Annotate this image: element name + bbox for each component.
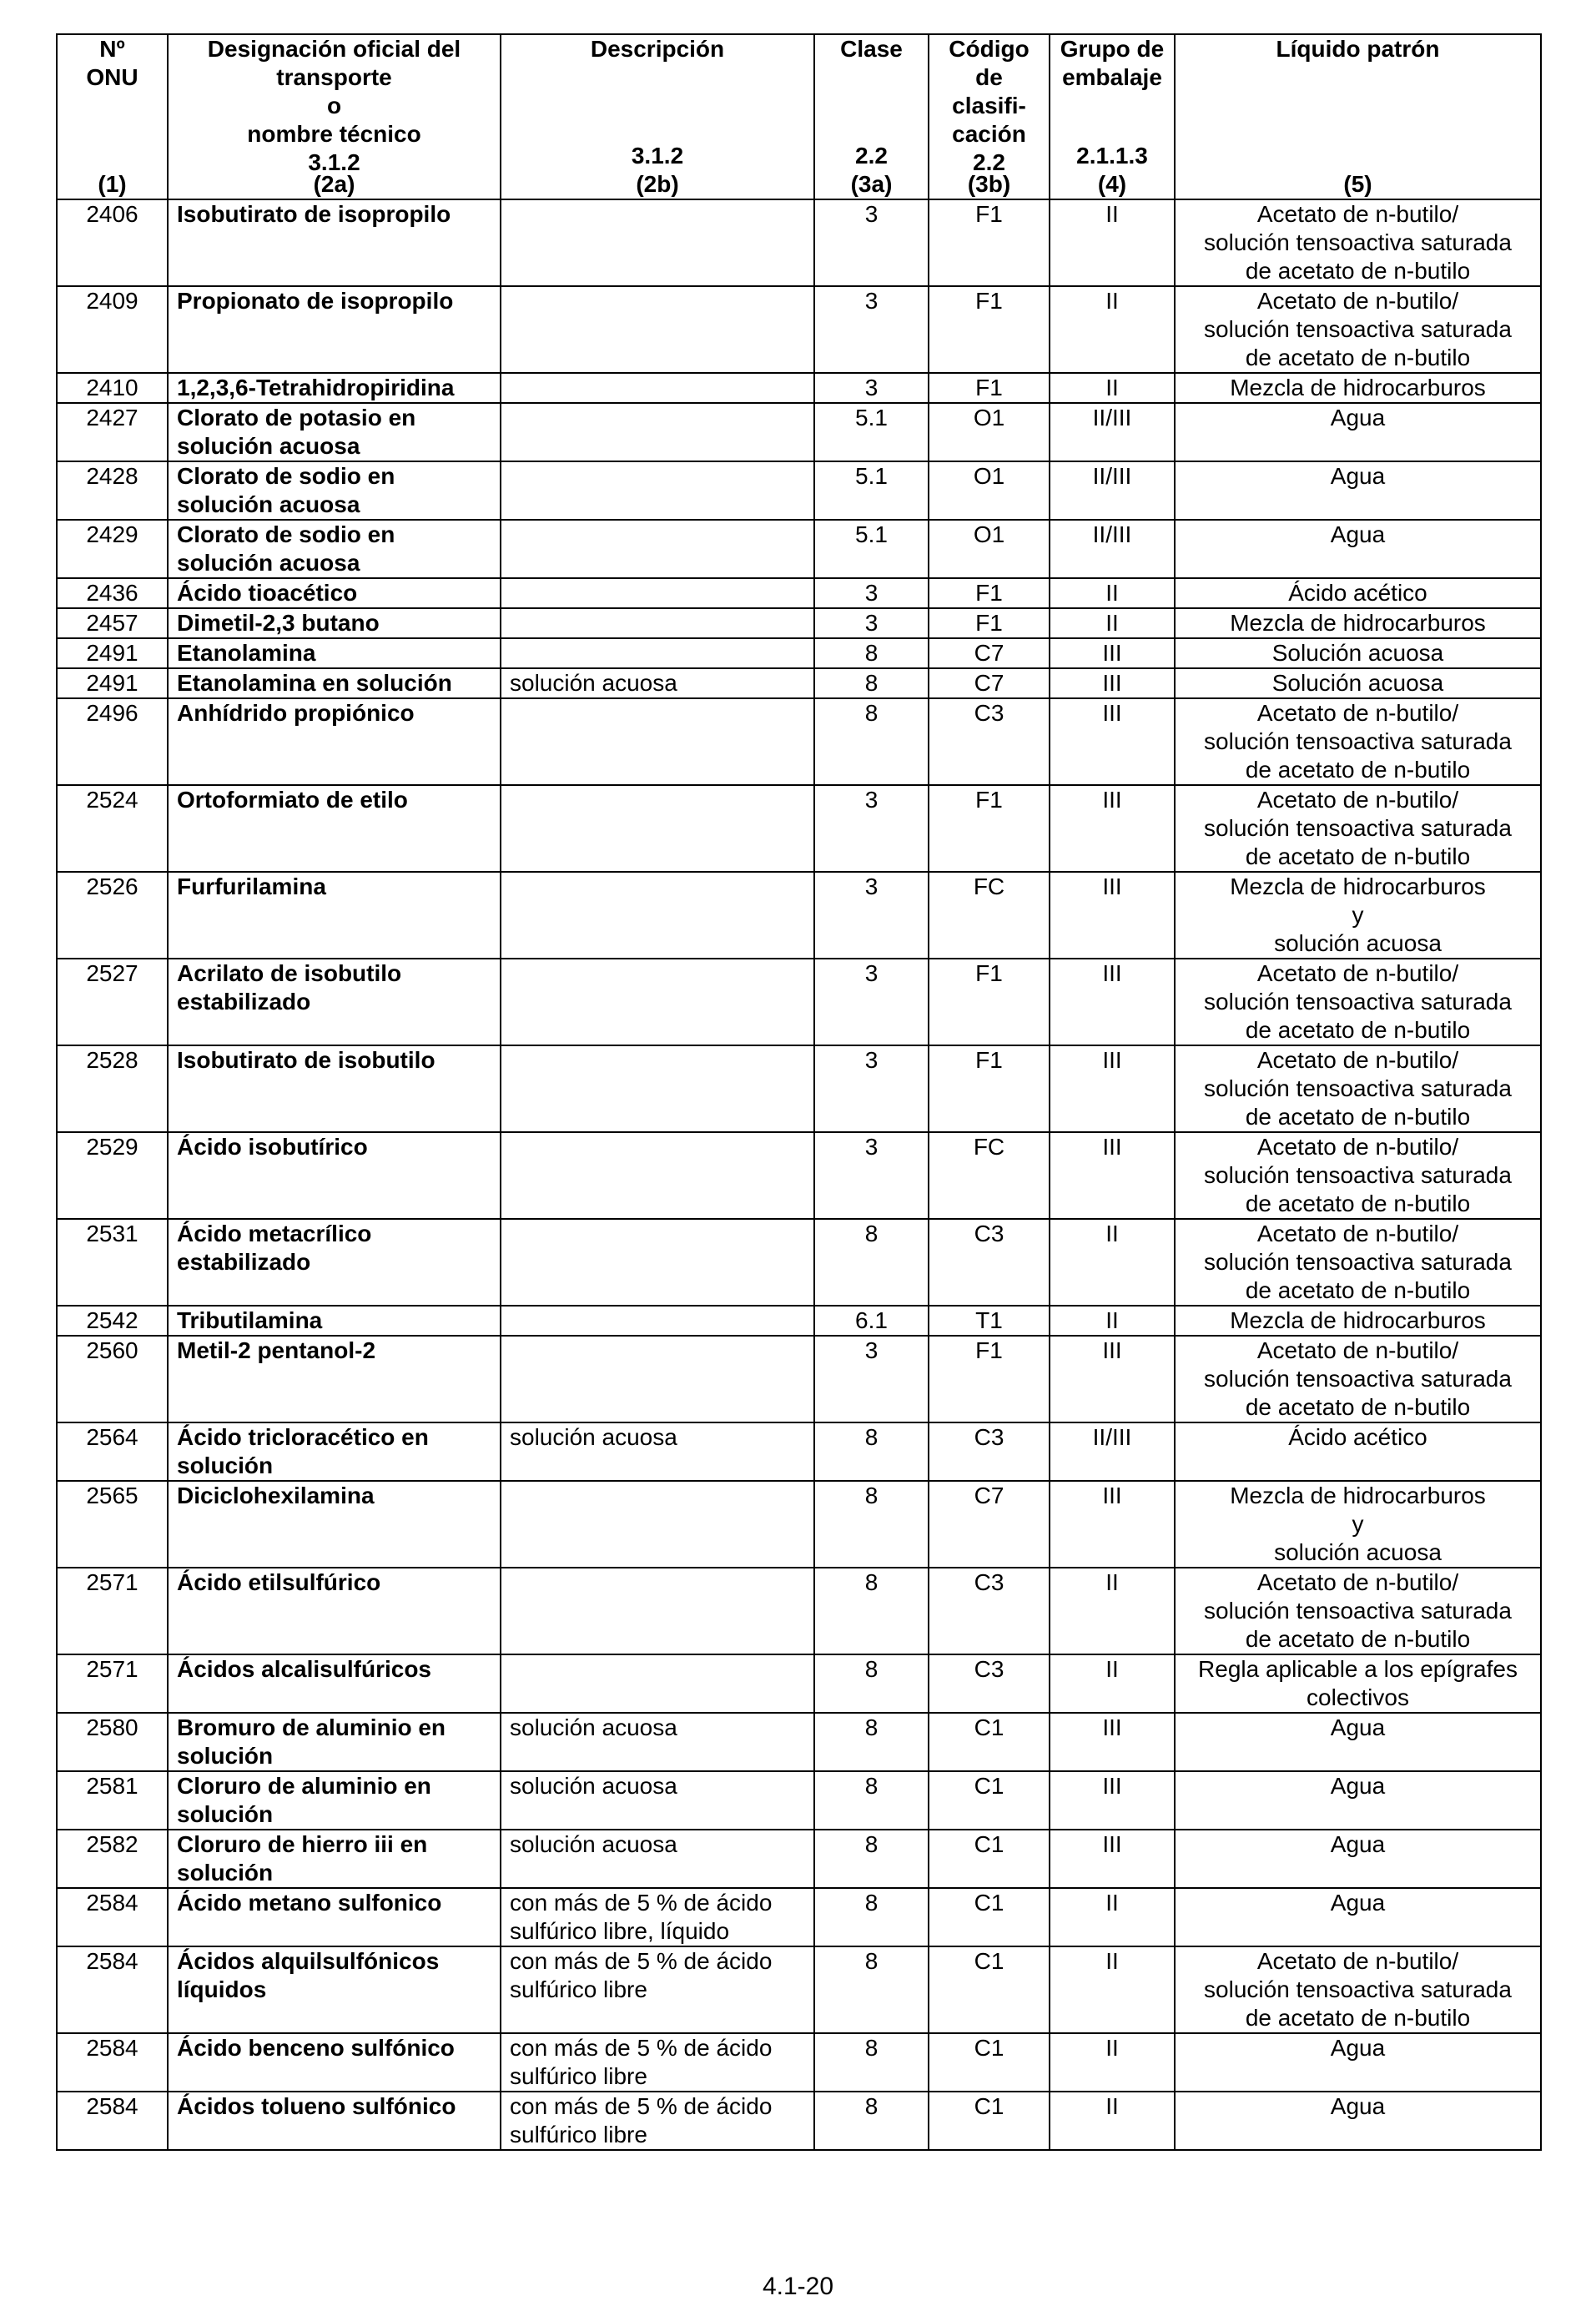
liquido-cell: Regla aplicable a los epígrafes colectivos (1175, 1654, 1541, 1713)
liquido-cell: Acetato de n-butilo/ solución tensoactiva saturada de acetato de n-butilo (1175, 785, 1541, 872)
description-cell (501, 286, 814, 373)
onu-cell: 2584 (57, 2033, 168, 2092)
grupo-cell: II (1050, 1568, 1175, 1654)
grupo-cell: III (1050, 1771, 1175, 1830)
table-row (57, 1946, 1541, 2033)
liquido-cell: Solución acuosa (1175, 668, 1541, 698)
grupo-cell: III (1050, 1481, 1175, 1568)
name-cell: Etanolamina (168, 638, 501, 668)
liquido-cell: Agua (1175, 2033, 1541, 2092)
onu-cell: 2428 (57, 461, 168, 520)
table-row (57, 199, 1541, 286)
table-row (57, 373, 1541, 403)
header-codigo (929, 34, 1050, 199)
grupo-cell: II (1050, 2033, 1175, 2092)
codigo-cell: C1 (929, 2033, 1050, 2092)
onu-cell: 2491 (57, 668, 168, 698)
liquido-cell: Acetato de n-butilo/ solución tensoactiva saturada de acetato de n-butilo (1175, 1946, 1541, 2033)
onu-cell: 2429 (57, 520, 168, 578)
description-cell: solución acuosa (501, 1830, 814, 1888)
clase-cell: 3 (814, 959, 929, 1045)
name-cell: Metil-2 pentanol-2 (168, 1336, 501, 1422)
header-grupo-title: Grupo de embalaje (1060, 36, 1165, 90)
clase-cell: 5.1 (814, 520, 929, 578)
name-cell: Ácidos alcalisulfúricos (168, 1654, 501, 1713)
clase-cell: 8 (814, 1654, 929, 1713)
liquido-cell: Acetato de n-butilo/ solución tensoactiva saturada de acetato de n-butilo (1175, 1045, 1541, 1132)
name-cell: Ácido metacrílico estabilizado (168, 1219, 501, 1306)
description-cell (501, 1568, 814, 1654)
table-row (57, 1045, 1541, 1132)
clase-cell: 8 (814, 668, 929, 698)
name-cell: Acrilato de isobutilo estabilizado (168, 959, 501, 1045)
description-cell (501, 520, 814, 578)
description-cell (501, 638, 814, 668)
description-cell (501, 461, 814, 520)
name-cell: Propionato de isopropilo (168, 286, 501, 373)
codigo-cell: C7 (929, 638, 1050, 668)
codigo-cell: F1 (929, 959, 1050, 1045)
codigo-cell: F1 (929, 608, 1050, 638)
grupo-cell: III (1050, 698, 1175, 785)
grupo-cell: II (1050, 578, 1175, 608)
description-cell (501, 373, 814, 403)
table-row (57, 578, 1541, 608)
codigo-cell: C1 (929, 1888, 1050, 1946)
onu-cell: 2457 (57, 608, 168, 638)
table-row (57, 1568, 1541, 1654)
name-cell: Ácidos alquilsulfónicos líquidos (168, 1946, 501, 2033)
name-cell: Ácido tricloracético en solución (168, 1422, 501, 1481)
description-cell: solución acuosa (501, 1771, 814, 1830)
table-row (57, 1132, 1541, 1219)
codigo-cell: O1 (929, 461, 1050, 520)
codigo-cell: F1 (929, 286, 1050, 373)
table-row (57, 1713, 1541, 1771)
name-cell: Clorato de sodio en solución acuosa (168, 461, 501, 520)
codigo-cell: O1 (929, 403, 1050, 461)
name-cell: Ácido metano sulfonico (168, 1888, 501, 1946)
page-number: 4.1-20 (762, 2273, 834, 2300)
liquido-cell: Mezcla de hidrocarburos (1175, 608, 1541, 638)
description-cell: solución acuosa (501, 1713, 814, 1771)
clase-cell: 8 (814, 1481, 929, 1568)
liquido-cell: Mezcla de hidrocarburos y solución acuosa (1175, 1481, 1541, 1568)
liquido-cell: Agua (1175, 1830, 1541, 1888)
description-cell (501, 785, 814, 872)
table-row (57, 1336, 1541, 1422)
grupo-cell: II (1050, 1654, 1175, 1713)
onu-cell: 2410 (57, 373, 168, 403)
onu-cell: 2526 (57, 872, 168, 959)
name-cell: Anhídrido propiónico (168, 698, 501, 785)
grupo-cell: III (1050, 668, 1175, 698)
table-header (57, 34, 1541, 199)
liquido-cell: Acetato de n-butilo/ solución tensoactiva saturada de acetato de n-butilo (1175, 698, 1541, 785)
header-onu (57, 34, 168, 199)
name-cell: Clorato de potasio en solución acuosa (168, 403, 501, 461)
codigo-cell: FC (929, 1132, 1050, 1219)
liquido-cell: Mezcla de hidrocarburos (1175, 373, 1541, 403)
codigo-cell: F1 (929, 1336, 1050, 1422)
onu-cell: 2581 (57, 1771, 168, 1830)
header-codigo-title: Código de clasifi- cación 2.2 (949, 36, 1030, 175)
header-clase-ref: (3a) (850, 171, 893, 197)
onu-cell: 2564 (57, 1422, 168, 1481)
table-row (57, 461, 1541, 520)
grupo-cell: II (1050, 1219, 1175, 1306)
header-grupo-ref: (4) (1097, 171, 1127, 197)
name-cell: Diciclohexilamina (168, 1481, 501, 1568)
table-row (57, 1654, 1541, 1713)
liquido-cell: Mezcla de hidrocarburos (1175, 1306, 1541, 1336)
clase-cell: 3 (814, 373, 929, 403)
codigo-cell: C1 (929, 1946, 1050, 2033)
clase-cell: 3 (814, 1045, 929, 1132)
liquido-cell: Acetato de n-butilo/ solución tensoactiva saturada de acetato de n-butilo (1175, 1568, 1541, 1654)
clase-cell: 8 (814, 1771, 929, 1830)
table-row (57, 2033, 1541, 2092)
grupo-cell: III (1050, 1132, 1175, 1219)
clase-cell: 5.1 (814, 403, 929, 461)
description-cell: con más de 5 % de ácido sulfúrico libre, líquido (501, 1888, 814, 1946)
clase-cell: 5.1 (814, 461, 929, 520)
table-row (57, 1219, 1541, 1306)
onu-cell: 2531 (57, 1219, 168, 1306)
onu-cell: 2524 (57, 785, 168, 872)
name-cell: Ácido benceno sulfónico (168, 2033, 501, 2092)
clase-cell: 3 (814, 608, 929, 638)
codigo-cell: C3 (929, 698, 1050, 785)
clase-cell: 8 (814, 2092, 929, 2150)
grupo-cell: III (1050, 1336, 1175, 1422)
grupo-cell: II/III (1050, 403, 1175, 461)
clase-cell: 8 (814, 698, 929, 785)
clase-cell: 3 (814, 872, 929, 959)
liquido-cell: Acetato de n-butilo/ solución tensoactiva saturada de acetato de n-butilo (1175, 286, 1541, 373)
codigo-cell: O1 (929, 520, 1050, 578)
onu-cell: 2529 (57, 1132, 168, 1219)
grupo-cell: III (1050, 1713, 1175, 1771)
header-liquido-title: Líquido patrón (1276, 36, 1440, 62)
liquido-cell: Acetato de n-butilo/ solución tensoactiva saturada de acetato de n-butilo (1175, 199, 1541, 286)
grupo-cell: III (1050, 959, 1175, 1045)
header-descripcion (501, 34, 814, 199)
clase-cell: 8 (814, 1422, 929, 1481)
onu-cell: 2584 (57, 1888, 168, 1946)
description-cell (501, 1045, 814, 1132)
onu-cell: 2571 (57, 1654, 168, 1713)
codigo-cell: C1 (929, 1713, 1050, 1771)
name-cell: Furfurilamina (168, 872, 501, 959)
codigo-cell: C7 (929, 1481, 1050, 1568)
grupo-cell: II (1050, 286, 1175, 373)
codigo-cell: C1 (929, 2092, 1050, 2150)
description-cell (501, 1306, 814, 1336)
header-codigo-ref: (3b) (967, 171, 1011, 197)
grupo-cell: II/III (1050, 461, 1175, 520)
description-cell: con más de 5 % de ácido sulfúrico libre (501, 2092, 814, 2150)
grupo-cell: III (1050, 638, 1175, 668)
header-grupo-sub: 2.1.1.3 (1076, 143, 1148, 169)
table-row (57, 785, 1541, 872)
header-clase (814, 34, 929, 199)
table-row (57, 286, 1541, 373)
codigo-cell: C3 (929, 1654, 1050, 1713)
description-cell (501, 959, 814, 1045)
grupo-cell: II (1050, 1306, 1175, 1336)
liquido-cell: Acetato de n-butilo/ solución tensoactiva saturada de acetato de n-butilo (1175, 1219, 1541, 1306)
onu-cell: 2584 (57, 1946, 168, 2033)
header-clase-title: Clase (840, 36, 903, 62)
clase-cell: 8 (814, 638, 929, 668)
name-cell: Dimetil-2,3 butano (168, 608, 501, 638)
codigo-cell: F1 (929, 578, 1050, 608)
table-row (57, 520, 1541, 578)
clase-cell: 3 (814, 1132, 929, 1219)
header-descripcion-sub: 3.1.2 (631, 143, 684, 169)
codigo-cell: C1 (929, 1830, 1050, 1888)
header-liquido-ref: (5) (1343, 171, 1372, 197)
grupo-cell: II (1050, 199, 1175, 286)
description-cell (501, 608, 814, 638)
header-designacion (168, 34, 501, 199)
liquido-cell: Agua (1175, 1713, 1541, 1771)
onu-cell: 2406 (57, 199, 168, 286)
liquido-cell: Acetato de n-butilo/ solución tensoactiva saturada de acetato de n-butilo (1175, 959, 1541, 1045)
table-row (57, 638, 1541, 668)
table-row (57, 1830, 1541, 1888)
codigo-cell: F1 (929, 1045, 1050, 1132)
grupo-cell: II (1050, 1888, 1175, 1946)
header-descripcion-ref: (2b) (636, 171, 679, 197)
description-cell (501, 1336, 814, 1422)
liquido-cell: Ácido acético (1175, 578, 1541, 608)
table-row (57, 872, 1541, 959)
name-cell: 1,2,3,6-Tetrahidropiridina (168, 373, 501, 403)
grupo-cell: III (1050, 872, 1175, 959)
clase-cell: 3 (814, 785, 929, 872)
onu-cell: 2582 (57, 1830, 168, 1888)
grupo-cell: II (1050, 1946, 1175, 2033)
clase-cell: 3 (814, 578, 929, 608)
table-row (57, 668, 1541, 698)
clase-cell: 8 (814, 1713, 929, 1771)
description-cell (501, 1132, 814, 1219)
header-clase-sub: 2.2 (855, 143, 888, 169)
name-cell: Ortoformiato de etilo (168, 785, 501, 872)
grupo-cell: II/III (1050, 1422, 1175, 1481)
codigo-cell: FC (929, 872, 1050, 959)
codigo-cell: F1 (929, 785, 1050, 872)
liquido-cell: Agua (1175, 403, 1541, 461)
header-liquido (1175, 34, 1541, 199)
grupo-cell: III (1050, 1830, 1175, 1888)
name-cell: Ácidos tolueno sulfónico (168, 2092, 501, 2150)
liquido-cell: Solución acuosa (1175, 638, 1541, 668)
name-cell: Isobutirato de isopropilo (168, 199, 501, 286)
description-cell: solución acuosa (501, 1422, 814, 1481)
header-onu-ref: (1) (98, 171, 127, 197)
onu-cell: 2527 (57, 959, 168, 1045)
description-cell (501, 1219, 814, 1306)
grupo-cell: III (1050, 785, 1175, 872)
description-cell (501, 698, 814, 785)
liquido-cell: Agua (1175, 1888, 1541, 1946)
header-grupo (1050, 34, 1175, 199)
codigo-cell: C1 (929, 1771, 1050, 1830)
onu-cell: 2565 (57, 1481, 168, 1568)
header-onu-title: Nº ONU (86, 36, 138, 90)
codigo-cell: C3 (929, 1568, 1050, 1654)
name-cell: Ácido isobutírico (168, 1132, 501, 1219)
name-cell: Clorato de sodio en solución acuosa (168, 520, 501, 578)
description-cell (501, 199, 814, 286)
liquido-cell: Agua (1175, 1771, 1541, 1830)
description-cell: con más de 5 % de ácido sulfúrico libre (501, 1946, 814, 2033)
onu-cell: 2571 (57, 1568, 168, 1654)
clase-cell: 8 (814, 1219, 929, 1306)
onu-cell: 2580 (57, 1713, 168, 1771)
grupo-cell: II/III (1050, 520, 1175, 578)
onu-cell: 2542 (57, 1306, 168, 1336)
header-descripcion-title: Descripción (590, 36, 725, 62)
grupo-cell: II (1050, 2092, 1175, 2150)
clase-cell: 6.1 (814, 1306, 929, 1336)
clase-cell: 3 (814, 286, 929, 373)
grupo-cell: II (1050, 373, 1175, 403)
table-row (57, 1481, 1541, 1568)
table-row (57, 1422, 1541, 1481)
name-cell: Bromuro de aluminio en solución (168, 1713, 501, 1771)
description-cell: solución acuosa (501, 668, 814, 698)
clase-cell: 3 (814, 1336, 929, 1422)
clase-cell: 3 (814, 199, 929, 286)
grupo-cell: III (1050, 1045, 1175, 1132)
name-cell: Ácido tioacético (168, 578, 501, 608)
clase-cell: 8 (814, 1568, 929, 1654)
table-row (57, 608, 1541, 638)
liquido-cell: Acetato de n-butilo/ solución tensoactiva saturada de acetato de n-butilo (1175, 1336, 1541, 1422)
description-cell (501, 403, 814, 461)
header-designacion-title: Designación oficial del transporte o nombre técnico 3.1.2 (207, 36, 461, 175)
onu-cell: 2496 (57, 698, 168, 785)
table-row (57, 2092, 1541, 2150)
clase-cell: 8 (814, 1888, 929, 1946)
onu-cell: 2436 (57, 578, 168, 608)
table-row (57, 959, 1541, 1045)
codigo-cell: F1 (929, 199, 1050, 286)
table-row (57, 1306, 1541, 1336)
table-row (57, 403, 1541, 461)
clase-cell: 8 (814, 2033, 929, 2092)
liquido-cell: Agua (1175, 461, 1541, 520)
table-row (57, 1771, 1541, 1830)
liquido-cell: Mezcla de hidrocarburos y solución acuosa (1175, 872, 1541, 959)
table-row (57, 1888, 1541, 1946)
onu-cell: 2560 (57, 1336, 168, 1422)
description-cell (501, 1654, 814, 1713)
liquido-cell: Agua (1175, 2092, 1541, 2150)
clase-cell: 8 (814, 1946, 929, 2033)
codigo-cell: F1 (929, 373, 1050, 403)
description-cell (501, 1481, 814, 1568)
onu-cell: 2528 (57, 1045, 168, 1132)
liquido-cell: Agua (1175, 520, 1541, 578)
name-cell: Ácido etilsulfúrico (168, 1568, 501, 1654)
clase-cell: 8 (814, 1830, 929, 1888)
liquido-cell: Ácido acético (1175, 1422, 1541, 1481)
name-cell: Tributilamina (168, 1306, 501, 1336)
table-body (57, 199, 1541, 2150)
table-row (57, 698, 1541, 785)
codigo-cell: C7 (929, 668, 1050, 698)
onu-cell: 2427 (57, 403, 168, 461)
onu-cell: 2584 (57, 2092, 168, 2150)
description-cell (501, 872, 814, 959)
name-cell: Cloruro de aluminio en solución (168, 1771, 501, 1830)
codigo-cell: C3 (929, 1219, 1050, 1306)
codigo-cell: C3 (929, 1422, 1050, 1481)
grupo-cell: II (1050, 608, 1175, 638)
description-cell: con más de 5 % de ácido sulfúrico libre (501, 2033, 814, 2092)
description-cell (501, 578, 814, 608)
name-cell: Isobutirato de isobutilo (168, 1045, 501, 1132)
header-designacion-ref: (2a) (313, 171, 355, 197)
name-cell: Cloruro de hierro iii en solución (168, 1830, 501, 1888)
onu-cell: 2491 (57, 638, 168, 668)
codigo-cell: T1 (929, 1306, 1050, 1336)
name-cell: Etanolamina en solución (168, 668, 501, 698)
substances-table (56, 33, 1542, 2151)
onu-cell: 2409 (57, 286, 168, 373)
liquido-cell: Acetato de n-butilo/ solución tensoactiva saturada de acetato de n-butilo (1175, 1132, 1541, 1219)
